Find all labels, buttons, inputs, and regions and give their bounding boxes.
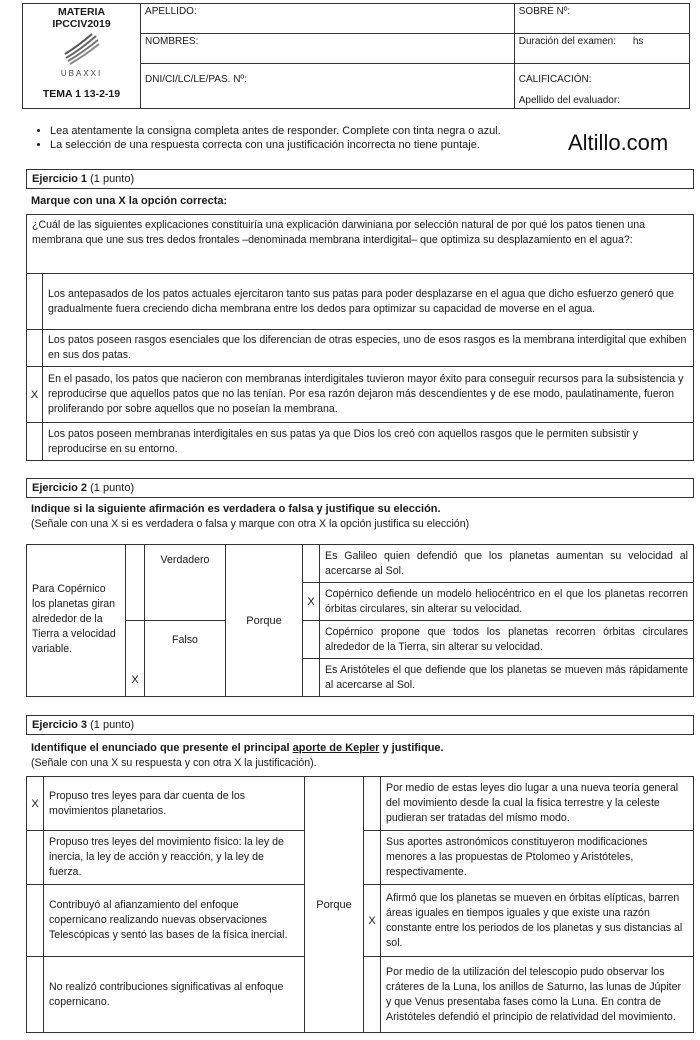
ex2-false-label: Falso — [145, 621, 226, 697]
ex3-instruction-underlined: aporte de Kepler — [292, 742, 380, 754]
ex1-option-3: En el pasado, los patos que nacieron con membranas interdigitales tuvieron mayor éxito para conseguir recursos para la subsistencia y reproducirse que aquellos patos que no las tenían. Por esa razón dejaron más descendientes y de ese modo, paulatinamente, fueron proliferando por sobre aquellos que no poseían la membrana. — [43, 367, 694, 423]
ex3-left-1: Propuso tres leyes para dar cuenta de los movimientos planetarios. — [44, 777, 305, 831]
ex1-option-2-mark[interactable] — [27, 330, 43, 367]
ex2-reason-2: Copérnico defiende un modelo heliocéntrico en el que los planetas recorren órbitas circulares, sin alterar su velocidad. — [320, 583, 694, 621]
ex1-title: Ejercicio 1 — [32, 173, 88, 185]
materia-label: MATERIA — [57, 6, 106, 18]
logo-text: UBAXXI — [60, 69, 103, 78]
apellido-field[interactable]: APELLIDO: — [141, 4, 515, 34]
sobre-field[interactable]: SOBRE Nº: — [514, 4, 689, 34]
ex3-sub: (Señale con una X su respuesta y con otra X la justificación). — [31, 757, 317, 769]
ex3-right-2-mark[interactable] — [364, 831, 381, 885]
uba-logo-icon — [62, 32, 102, 66]
ex3-points: (1 punto) — [90, 719, 135, 731]
ex2-reason-3: Copérnico propone que todos los planetas recorren órbitas circulares alrededor de la Tierra, sin alterar su velocidad. — [320, 621, 694, 659]
ex2-title-bar — [26, 478, 694, 498]
ex2-instruction: Indique si la siguiente afirmación es verdadera o falsa y justifique su elección. — [31, 503, 441, 515]
ex3-left-4-mark[interactable] — [27, 957, 44, 1033]
watermark: Altillo.com — [568, 130, 669, 155]
calificacion-field[interactable] — [514, 64, 689, 109]
ex2-true-label: Verdadero — [145, 545, 226, 621]
ex1-option-2: Los patos poseen rasgos esenciales que los diferencian de otras especies, uno de esos rasgos es la membrana interdigital que exhiben en sus dos patas. — [43, 330, 694, 367]
ex3-left-3: Contribuyó al afianzamiento del enfoque copernicano realizando nuevas observaciones Telescópicas y sentó las bases de la física inercial. — [44, 885, 305, 957]
ex3-instruction-pre: Identifique el enunciado que presente el principal — [31, 742, 293, 754]
ex1-points: (1 punto) — [90, 173, 135, 185]
ex2-reason-1: Es Galileo quien defendió que los planetas aumentan su velocidad al acercarse al Sol. — [320, 545, 694, 583]
ex3-left-2-mark[interactable] — [27, 831, 44, 885]
ex3-right-4: Por medio de la utilización del telescopio pudo observar los cráteres de la Luna, los anillos de Saturno, las lunas de Júpiter y que Venus presentaba fases como la Luna. En contra de Aristóteles defendió el principio de relatividad del movimiento. — [381, 957, 694, 1033]
ex2-true-mark[interactable] — [126, 545, 145, 621]
ex3-title-bar — [26, 715, 694, 735]
duracion-label: Duración del examen: — [518, 36, 617, 47]
instruction-item: • Lea atentamente la consigna completa antes de responder. Complete con tinta negra o azul. — [50, 124, 580, 138]
ex1-option-4-mark[interactable] — [27, 423, 43, 461]
ex1-option-3-mark[interactable]: X — [27, 367, 43, 423]
ex3-left-1-mark[interactable]: X — [27, 777, 44, 831]
ex1-table — [26, 214, 694, 461]
ex3-right-1: Por medio de estas leyes dio lugar a una nueva teoría general del movimiento desde la cual la física terrestre y la celeste pudieran ser tratadas del mismo modo. — [381, 777, 694, 831]
ex3-left-3-mark[interactable] — [27, 885, 44, 957]
ex1-option-1: Los antepasados de los patos actuales ejercitaron tanto sus patas para poder desplazarse en el agua que dicho esfuerzo generó que gradualmente fuera creciendo dicha membrana entre los dedos para optimizar su capacidad de moverse en el agua. — [43, 274, 694, 330]
ex3-right-4-mark[interactable] — [364, 957, 381, 1033]
ex1-option-1-mark[interactable] — [27, 274, 43, 330]
ex1-instruction: Marque con una X la opción correcta: — [31, 195, 228, 207]
tema-label: TEMA 1 13-2-19 — [42, 88, 121, 100]
ex2-reason-3-mark[interactable] — [303, 621, 320, 659]
ex3-right-3-mark[interactable]: X — [364, 885, 381, 957]
ex3-porque: Porque — [305, 777, 364, 1033]
ex3-table — [26, 776, 694, 1033]
ex2-title: Ejercicio 2 — [32, 482, 88, 494]
ex1-option-4: Los patos poseen membranas interdigitales en sus patas ya que Dios los creó con aquellos rasgos que le permiten subsistir y reproducirse en su entorno. — [43, 423, 694, 461]
instruction-item: • La selección de una respuesta correcta con una justificación incorrecta no tiene puntaje. — [50, 138, 580, 152]
ex2-points: (1 punto) — [90, 482, 135, 494]
ex2-porque: Porque — [226, 545, 303, 697]
ex2-false-mark[interactable]: X — [126, 621, 145, 697]
ex2-reason-4-mark[interactable] — [303, 659, 320, 697]
ex3-instruction — [31, 742, 444, 754]
subject-cell — [23, 4, 141, 109]
ex3-right-3: Afirmó que los planetas se mueven en órbitas elípticas, barren áreas iguales en tiempos iguales y que existe una razón constante entre los periodos de los planetas y sus distancias al sol. — [381, 885, 694, 957]
ex1-question: ¿Cuál de las siguientes explicaciones constituiría una explicación darwiniana por selección natural de por qué los patos tienen una membrana que une sus tres dedos frontales –denominada membrana interdigital– que optimiza su desplazamiento en el agua?: — [27, 215, 694, 274]
duracion-field[interactable] — [514, 34, 689, 64]
ex2-reason-2-mark[interactable]: X — [303, 583, 320, 621]
ex2-reason-4: Es Aristóteles el que defiende que los planetas se mueven más rápidamente al acercarse al Sol. — [320, 659, 694, 697]
ex3-title: Ejercicio 3 — [32, 719, 88, 731]
ex3-left-2: Propuso tres leyes del movimiento físico: la ley de inercia, la ley de acción y reacción, y la ley de fuerza. — [44, 831, 305, 885]
ex3-right-1-mark[interactable] — [364, 777, 381, 831]
ex2-sub: (Señale con una X si es verdadera o falsa y marque con otra X la opción justifica su elección) — [31, 518, 470, 530]
materia-code: IPCCIV2019 — [52, 18, 111, 30]
ex2-reason-1-mark[interactable] — [303, 545, 320, 583]
ex3-instruction-post: y justifique. — [379, 742, 444, 754]
dni-field[interactable]: DNI/CI/LC/LE/PAS. Nº: — [141, 64, 515, 109]
nombres-field[interactable]: NOMBRES: — [141, 34, 515, 64]
ex3-right-2: Sus aportes astronómicos constituyeron modificaciones menores a las propuestas de Ptolomeo y Aristóteles, respectivamente. — [381, 831, 694, 885]
ex2-table — [26, 544, 694, 697]
calificacion-label: CALIFICACIÓN: — [518, 74, 592, 85]
ex1-title-bar — [26, 169, 694, 189]
duracion-unit: hs — [632, 36, 644, 47]
ex2-statement: Para Copérnico los planetas giran alrededor de la Tierra a velocidad variable. — [27, 545, 126, 697]
ex3-left-4: No realizó contribuciones significativas al enfoque copernicano. — [44, 957, 305, 1033]
evaluador-label: Apellido del evaluador: — [518, 95, 620, 106]
instructions-list — [36, 124, 580, 152]
exam-header — [22, 3, 690, 109]
